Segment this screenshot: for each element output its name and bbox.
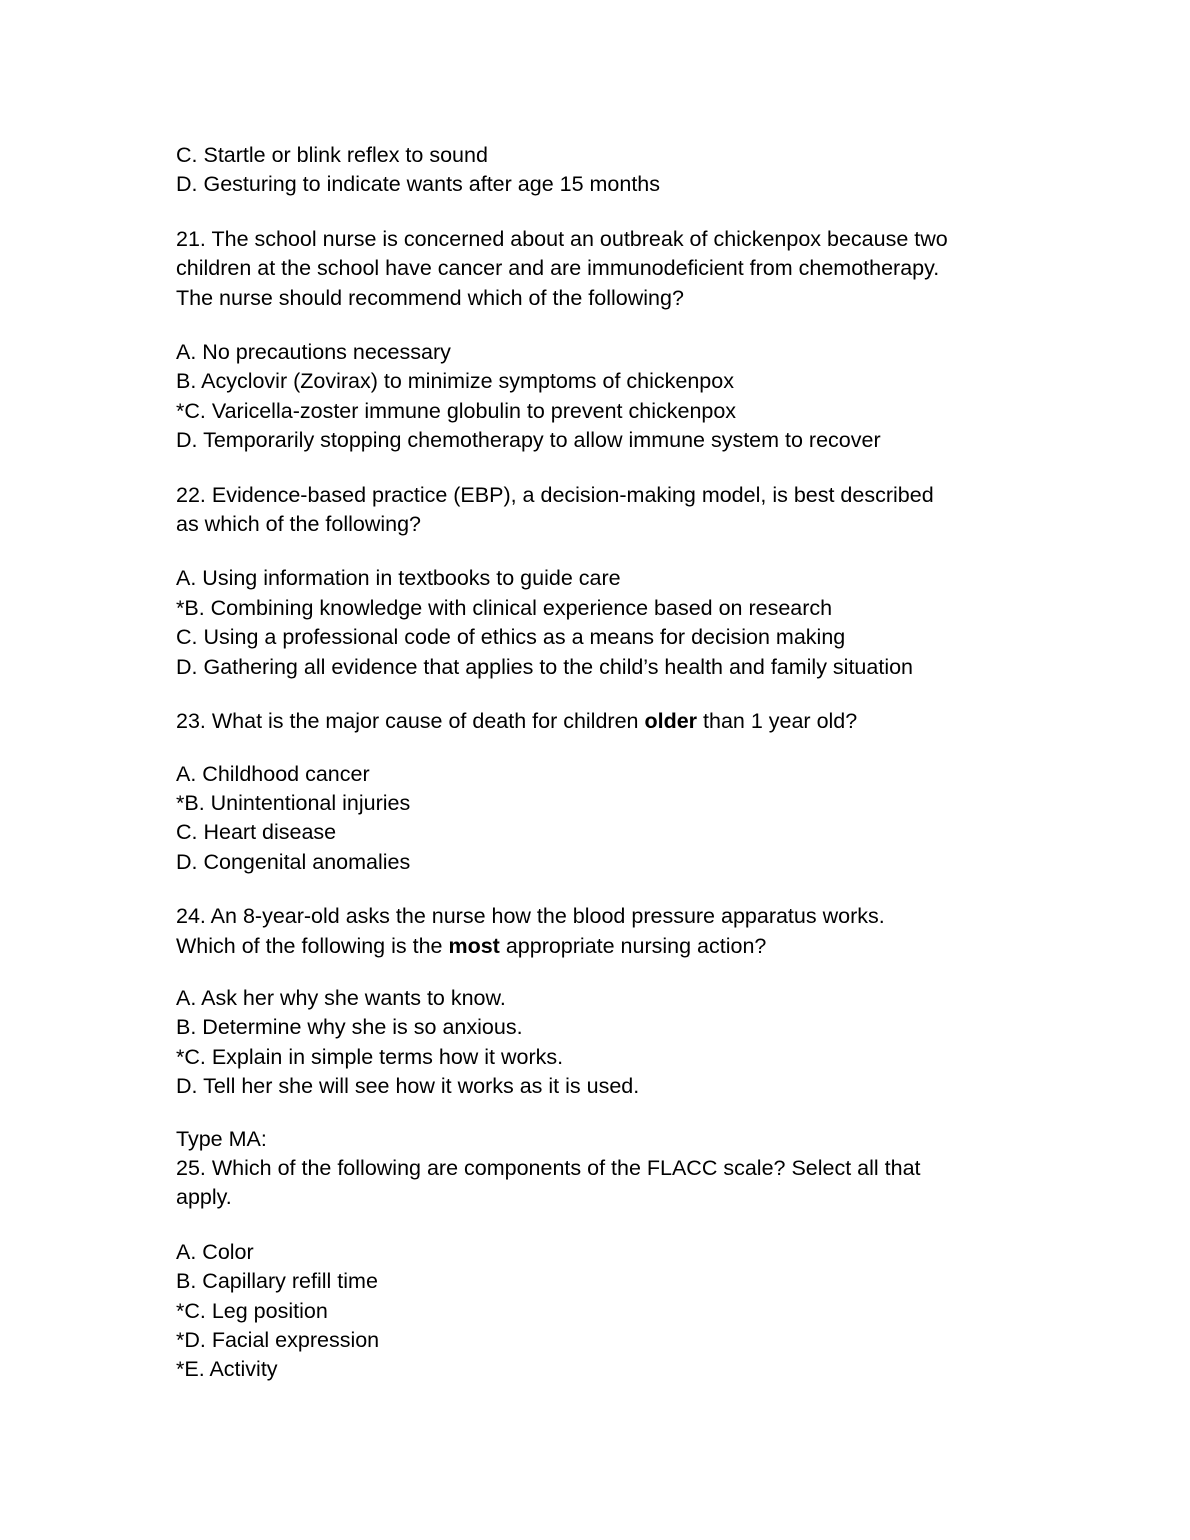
question-23 bbox=[176, 707, 1076, 877]
stem-line: 22. Evidence-based practice (EBP), a decision-making model, is best described bbox=[176, 482, 934, 507]
option-d: D. Tell her she will see how it works as it is used. bbox=[176, 1074, 640, 1099]
option-b: B. Capillary refill time bbox=[176, 1269, 378, 1294]
option-c-correct: *C. Leg position bbox=[176, 1298, 328, 1323]
stem-line: 21. The school nurse is concerned about an outbreak of chickenpox because two bbox=[176, 226, 948, 251]
option-d: D. Temporarily stopping chemotherapy to allow immune system to recover bbox=[176, 428, 881, 453]
stem-line: 25. Which of the following are components of the FLACC scale? Select all that bbox=[176, 1155, 921, 1180]
question-options bbox=[176, 1238, 1076, 1385]
question-stem bbox=[176, 707, 1076, 736]
question-stem bbox=[176, 1154, 1076, 1213]
stem-line: 24. An 8-year-old asks the nurse how the blood pressure apparatus works. bbox=[176, 904, 885, 929]
question-21 bbox=[176, 225, 1076, 456]
stem-emphasis: older bbox=[644, 709, 698, 734]
option-b-correct: *B. Combining knowledge with clinical experience based on research bbox=[176, 595, 833, 620]
stem-line: apply. bbox=[176, 1185, 232, 1210]
option-a: A. Using information in textbooks to guide care bbox=[176, 566, 621, 591]
question-options bbox=[176, 984, 1076, 1102]
option-c: C. Using a professional code of ethics as a means for decision making bbox=[176, 625, 846, 650]
option-c-correct: *C. Varicella-zoster immune globulin to prevent chickenpox bbox=[176, 398, 737, 423]
stem-line: The nurse should recommend which of the following? bbox=[176, 285, 684, 310]
option-d: D. Gathering all evidence that applies to the child’s health and family situation bbox=[176, 654, 914, 679]
stem-text: than 1 year old? bbox=[697, 709, 858, 734]
question-24 bbox=[176, 902, 1076, 1101]
option-b: B. Determine why she is so anxious. bbox=[176, 1015, 523, 1040]
question-options bbox=[176, 760, 1076, 878]
option-e-correct: *E. Activity bbox=[176, 1357, 278, 1382]
option-a: A. Childhood cancer bbox=[176, 761, 370, 786]
option-c: C. Heart disease bbox=[176, 820, 337, 845]
question-type-label: Type MA: bbox=[176, 1126, 267, 1151]
stem-line: as which of the following? bbox=[176, 512, 422, 537]
option-a: A. Color bbox=[176, 1239, 254, 1264]
question-22 bbox=[176, 481, 1076, 682]
option-d: D. Congenital anomalies bbox=[176, 849, 411, 874]
stem-text: appropriate nursing action? bbox=[499, 933, 767, 958]
option-c-correct: *C. Explain in simple terms how it works. bbox=[176, 1044, 564, 1069]
question-options bbox=[176, 564, 1076, 682]
option-d-correct: *D. Facial expression bbox=[176, 1328, 380, 1352]
question-options bbox=[176, 338, 1076, 456]
question-stem bbox=[176, 902, 1076, 961]
option-a: A. No precautions necessary bbox=[176, 340, 451, 365]
stem-line: children at the school have cancer and are immunodeficient from chemotherapy. bbox=[176, 256, 940, 281]
stem-text: Which of the following is the bbox=[176, 933, 449, 958]
stem-line bbox=[176, 932, 1076, 961]
question-stem bbox=[176, 225, 1076, 313]
option-c: C. Startle or blink reflex to sound bbox=[176, 143, 488, 167]
option-a: A. Ask her why she wants to know. bbox=[176, 985, 506, 1010]
page-content bbox=[176, 141, 1076, 1385]
option-b-correct: *B. Unintentional injuries bbox=[176, 790, 411, 815]
option-d: D. Gesturing to indicate wants after age 15 months bbox=[176, 172, 661, 197]
stem-emphasis: most bbox=[448, 933, 500, 958]
question-20-options bbox=[176, 141, 1076, 200]
option-b: B. Acyclovir (Zovirax) to minimize symptoms of chickenpox bbox=[176, 369, 734, 394]
stem-text: 23. What is the major cause of death for children bbox=[176, 709, 645, 734]
question-stem bbox=[176, 481, 1076, 540]
question-25 bbox=[176, 1125, 1076, 1385]
